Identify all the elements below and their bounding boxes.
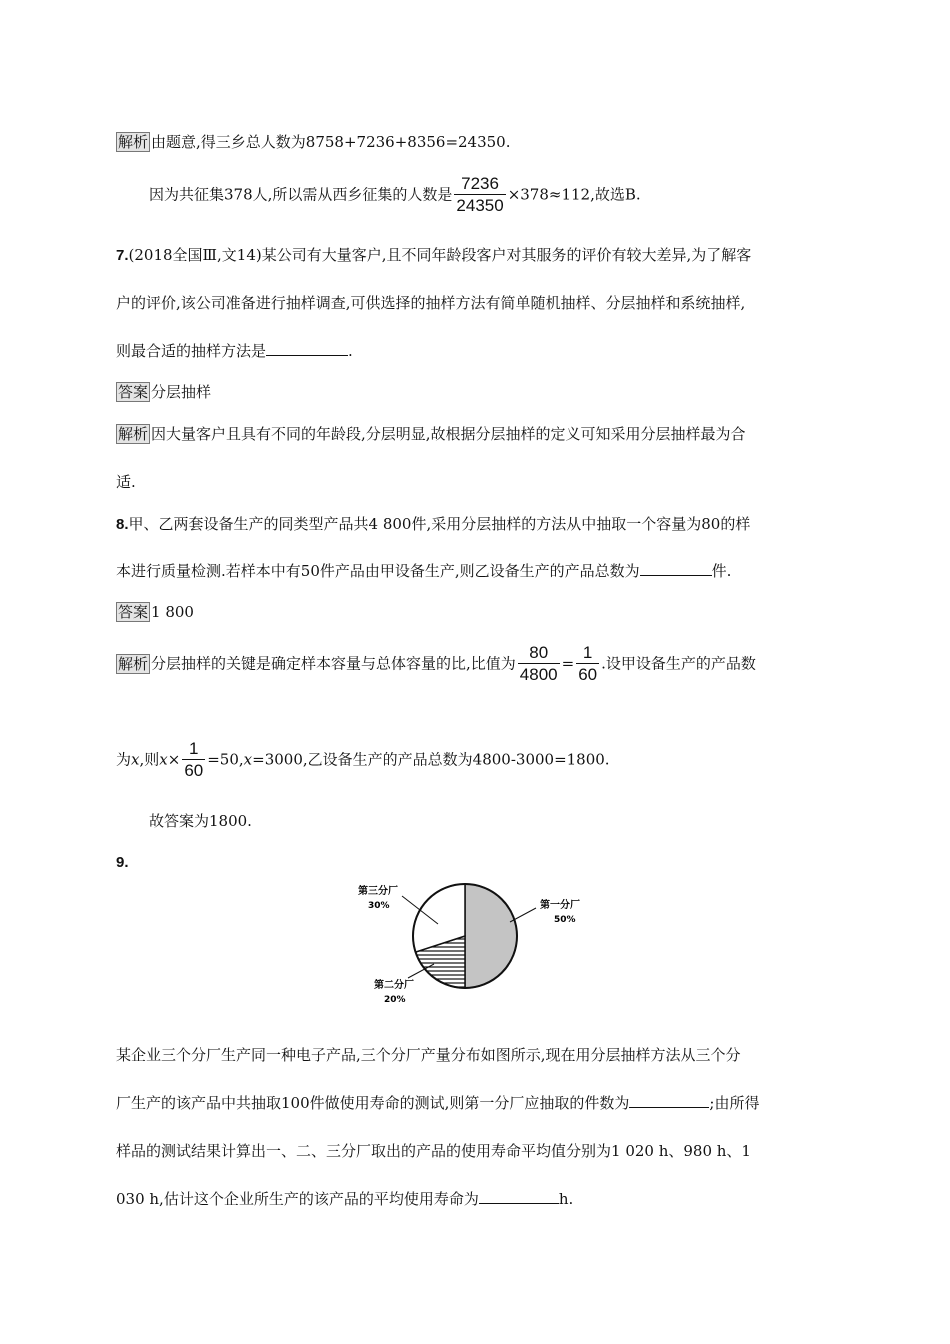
- q7-text-3-end: .: [348, 342, 353, 360]
- q9-line-4: [116, 1189, 573, 1209]
- q7-line-2: [116, 293, 745, 313]
- q7-analysis-line-2: [116, 472, 136, 492]
- pie-slice-first: [465, 884, 517, 988]
- q9-number-line: [116, 852, 129, 873]
- q7-line-1: [116, 245, 751, 266]
- answer-tag: 答案: [118, 383, 149, 401]
- q8-var-x: x: [159, 750, 168, 769]
- q7-analysis-line-1: [116, 424, 746, 444]
- q7-text-2: 户的评价,该公司准备进行抽样调查,可供选择的抽样方法有简单随机抽样、分层抽样和系统抽样,: [116, 294, 746, 312]
- q6-frac-den: 24350: [456, 196, 504, 215]
- q8-line-1: [116, 514, 750, 535]
- q9-text-4b: h.: [558, 1190, 574, 1208]
- q8-answer-line: [116, 602, 194, 622]
- q9-line-1: [116, 1045, 741, 1065]
- analysis-tag: 解析: [118, 425, 149, 443]
- pie-chart: [340, 878, 590, 1008]
- q8-l2-b: ,则: [139, 750, 160, 769]
- q8-text-1: 甲、乙两套设备生产的同类型产品共4 800件,采用分层抽样的方法从中抽取一个容量为80的样: [128, 515, 751, 533]
- q7-answer: 分层抽样: [151, 383, 212, 401]
- q8-answer: 1 800: [151, 603, 194, 621]
- q8-conclusion-text: 故答案为1800.: [149, 812, 252, 830]
- q6-analysis-line: [116, 132, 511, 152]
- q9-text-3: 样品的测试结果计算出一、二、三分厂取出的产品的使用寿命平均值分别为1 020 h、980 h、1: [116, 1142, 751, 1160]
- q7-answer-blank[interactable]: [266, 341, 348, 356]
- leader-line-first: [510, 908, 536, 922]
- q6-frac-num: 7236: [454, 174, 505, 195]
- q6-analysis-text: 由题意,得三乡总人数为8758+7236+8356=24350.: [151, 133, 511, 151]
- q6-line2-a: 因为共征集378人,所以需从西乡征集的人数是: [149, 185, 453, 204]
- q8-answer-blank[interactable]: [640, 561, 712, 576]
- q9-text-2b: ;由所得: [709, 1094, 760, 1112]
- q7-line-3: [116, 341, 353, 361]
- q8-equals: =: [561, 654, 575, 673]
- q8-f2-num: 1: [576, 643, 599, 664]
- answer-tag: 答案: [118, 603, 149, 621]
- q8-number: 8.: [116, 516, 129, 533]
- q8-fraction-2: [576, 643, 599, 686]
- q9-line-2: [116, 1093, 759, 1113]
- pie-value-third: 30%: [368, 901, 390, 911]
- q8-analysis-line-2: [116, 739, 610, 782]
- q8-l2-a: 为: [116, 750, 132, 769]
- q9-text-2a: 厂生产的该产品中共抽取100件做使用寿命的测试,则第一分厂应抽取的件数为: [116, 1094, 630, 1112]
- q8-fraction-3: [182, 739, 205, 782]
- q8-analysis-line-1: [116, 643, 756, 686]
- pie-value-first: 50%: [554, 915, 576, 925]
- q8-f2-den: 60: [578, 665, 598, 684]
- pie-label-first: 第一分厂: [540, 900, 580, 911]
- q6-analysis-line-2: [149, 174, 641, 217]
- q7-answer-line: [116, 382, 211, 402]
- q8-text-2: 本进行质量检测.若样本中有50件产品由甲设备生产,则乙设备生产的产品总数为: [116, 562, 640, 580]
- q8-l2-c: =50,: [207, 750, 244, 769]
- analysis-tag: 解析: [118, 133, 149, 151]
- q8-f3-den: 60: [184, 761, 204, 780]
- q8-analysis-b: .设甲设备生产的产品数: [601, 654, 756, 673]
- q8-fraction-1: [518, 643, 560, 686]
- q8-conclusion: [149, 811, 252, 831]
- q7-number: 7.: [116, 247, 129, 264]
- q9-line-3: [116, 1141, 751, 1161]
- analysis-tag: 解析: [118, 654, 149, 673]
- q9-number: 9.: [116, 854, 129, 871]
- q9-text-4a: 030 h,估计这个企业所生产的该产品的平均使用寿命为: [116, 1190, 479, 1208]
- q6-fraction: [454, 174, 505, 217]
- q9-answer-blank-2[interactable]: [479, 1189, 559, 1204]
- q6-line2-b: ×378≈112,故选B.: [507, 185, 641, 204]
- q8-l2-d: =3000,乙设备生产的产品总数为4800-3000=1800.: [252, 750, 610, 769]
- q9-answer-blank-1[interactable]: [629, 1093, 709, 1108]
- q8-var-x: x: [243, 750, 253, 769]
- q8-text-2-end: 件.: [711, 562, 732, 580]
- pie-label-third: 第三分厂: [358, 886, 398, 897]
- q9-text-1: 某企业三个分厂生产同一种电子产品,三个分厂产量分布如图所示,现在用分层抽样方法从三个分: [116, 1046, 741, 1064]
- pie-label-second: 第二分厂: [374, 980, 414, 991]
- q7-text-3: 则最合适的抽样方法是: [116, 342, 267, 360]
- pie-value-second: 20%: [384, 995, 406, 1005]
- q8-var-x: x: [131, 750, 140, 769]
- q8-f1-num: 80: [518, 643, 560, 664]
- q8-f3-num: 1: [182, 739, 205, 760]
- q7-analysis-1: 因大量客户且具有不同的年龄段,分层明显,故根据分层抽样的定义可知采用分层抽样最为合: [151, 425, 746, 443]
- q8-analysis-a: 分层抽样的关键是确定样本容量与总体容量的比,比值为: [151, 654, 516, 673]
- q8-times: ×: [167, 750, 181, 769]
- q8-f1-den: 4800: [519, 665, 558, 684]
- q7-text-1: (2018全国Ⅲ,文14)某公司有大量客户,且不同年龄段客户对其服务的评价有较大差异,为了解客: [128, 246, 752, 264]
- q8-line-2: [116, 561, 731, 581]
- q7-analysis-2: 适.: [116, 473, 136, 491]
